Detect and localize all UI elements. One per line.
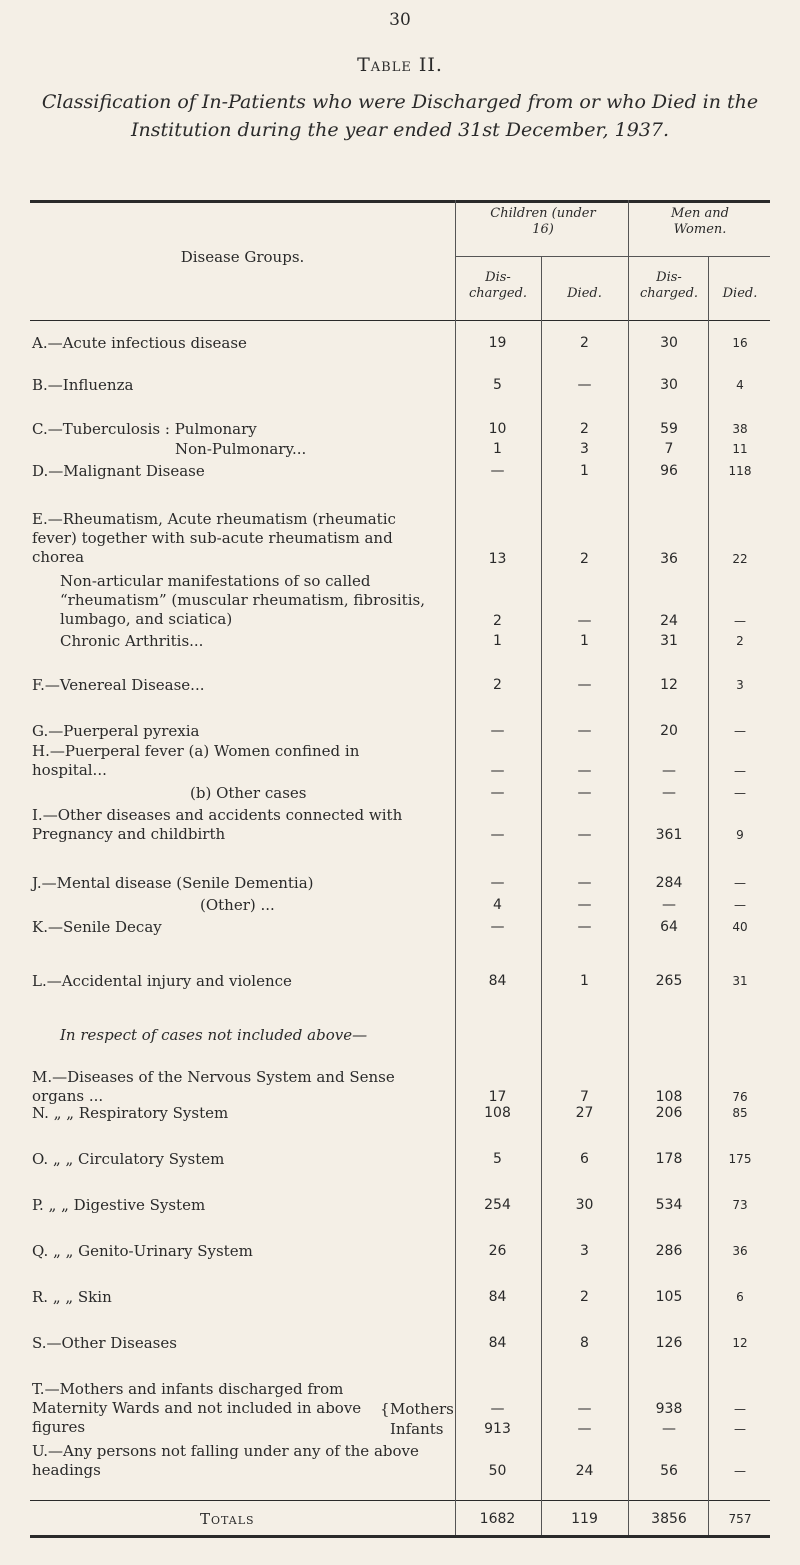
adults-died: 40 — [732, 920, 748, 934]
adults-died: — — [734, 876, 746, 890]
adults-discharged: 12 — [660, 677, 678, 693]
page-number: 30 — [389, 10, 411, 30]
children-discharged: 17 — [488, 1089, 507, 1105]
children-died: — — [577, 377, 592, 393]
children-died: 2 — [580, 335, 589, 351]
adults-died: 2 — [736, 634, 744, 648]
top-rule — [30, 200, 770, 203]
table-caption: Classification of In-Patients who were Discharged from or who Died in the Institution during the year ended 31st December, 1937. — [41, 91, 759, 141]
children-died: 1 — [580, 973, 589, 989]
children-discharged: 13 — [488, 551, 507, 567]
header-children-discharged: Dis- charged. — [468, 270, 528, 301]
row-label: O. „ „ Circulatory System — [32, 1150, 225, 1168]
children-died: 3 — [580, 1243, 589, 1259]
children-died: 3 — [580, 441, 589, 457]
row-label: Non-Pulmonary... — [175, 440, 307, 458]
adults-died: — — [734, 898, 746, 912]
children-discharged: 4 — [493, 897, 502, 913]
subheading-text: In respect of cases not included above— — [60, 1026, 368, 1044]
totals-label: Totals — [200, 1510, 255, 1528]
adults-discharged: 96 — [660, 463, 678, 479]
adults-died: 36 — [732, 1244, 748, 1258]
header-children-died: Died. — [567, 286, 602, 301]
total-children-died: 119 — [571, 1511, 598, 1527]
children-died: 8 — [580, 1335, 589, 1351]
adults-discharged: 284 — [655, 875, 683, 891]
children-died: — — [577, 1401, 592, 1417]
adults-discharged: 126 — [655, 1335, 683, 1351]
adults-discharged: 206 — [655, 1105, 683, 1121]
row-label: H.—Puerperal fever (a) Women confined in hospital... — [32, 742, 360, 779]
children-discharged: 84 — [488, 1335, 507, 1351]
adults-died: 9 — [736, 828, 744, 842]
adults-died: 6 — [736, 1290, 744, 1304]
adults-died: 16 — [732, 336, 748, 350]
row-sublabel: Mothers — [390, 1400, 454, 1418]
row-label: (b) Other cases — [190, 784, 307, 802]
header-adults-died: Died. — [722, 286, 758, 301]
header-divider — [455, 256, 770, 257]
children-discharged: 10 — [488, 421, 507, 437]
children-died: — — [577, 723, 592, 739]
adults-discharged: 24 — [660, 613, 678, 629]
children-discharged: 5 — [493, 377, 502, 393]
children-discharged: 913 — [484, 1421, 511, 1437]
adults-died: 73 — [732, 1198, 748, 1212]
adults-discharged: — — [662, 785, 676, 801]
children-died: 6 — [580, 1151, 589, 1167]
children-discharged: — — [490, 463, 505, 479]
children-died: 2 — [580, 551, 589, 567]
adults-died: 38 — [732, 422, 748, 436]
row-label: U.—Any persons not falling under any of the above headings — [32, 1442, 419, 1479]
adults-died: — — [734, 764, 746, 778]
row-label: Chronic Arthritis... — [60, 632, 204, 650]
row-label: Q. „ „ Genito-Urinary System — [32, 1242, 253, 1260]
adults-discharged: 36 — [660, 551, 678, 567]
children-discharged: 2 — [493, 677, 502, 693]
children-died: 1 — [580, 633, 589, 649]
row-label: A.—Acute infectious disease — [32, 334, 247, 352]
adults-discharged: 938 — [655, 1401, 683, 1417]
row-label: L.—Accidental injury and violence — [32, 972, 292, 990]
adults-discharged: 64 — [660, 919, 678, 935]
adults-died: 175 — [728, 1152, 752, 1166]
children-died: — — [577, 677, 592, 693]
adults-discharged: 59 — [660, 421, 678, 437]
row-label: Non-articular manifestations of so called “rheumatism” (muscular rheumatism, fibrositis, lumbago, and sciatica) — [60, 572, 425, 628]
totals-rule — [30, 1500, 770, 1501]
adults-died: 76 — [732, 1090, 748, 1104]
row-label: K.—Senile Decay — [32, 918, 162, 936]
adults-died: — — [734, 614, 746, 628]
total-children-discharged: 1682 — [479, 1511, 516, 1527]
row-label: B.—Influenza — [32, 376, 134, 394]
children-discharged: — — [490, 827, 505, 843]
adults-died: 22 — [732, 552, 748, 566]
children-died: — — [577, 875, 592, 891]
children-discharged: 1 — [493, 633, 502, 649]
adults-died: — — [734, 1422, 746, 1436]
children-discharged: — — [490, 875, 505, 891]
table-title: Table II. — [357, 54, 443, 76]
children-discharged: 2 — [493, 613, 502, 629]
row-label: D.—Malignant Disease — [32, 462, 205, 480]
adults-discharged: 105 — [655, 1289, 683, 1305]
row-label: N. „ „ Respiratory System — [32, 1104, 229, 1122]
adults-died: — — [734, 786, 746, 800]
children-died: 1 — [580, 463, 589, 479]
children-died: 2 — [580, 1289, 589, 1305]
children-died: — — [577, 763, 592, 779]
adults-died: 85 — [732, 1106, 748, 1120]
children-died: 7 — [580, 1089, 589, 1105]
children-discharged: — — [490, 919, 505, 935]
adults-died: 11 — [732, 442, 748, 456]
adults-discharged: 7 — [664, 441, 674, 457]
col-rule — [708, 256, 709, 1535]
adults-discharged: — — [662, 763, 676, 779]
children-discharged: 50 — [488, 1463, 507, 1479]
children-discharged: 84 — [488, 973, 507, 989]
adults-discharged: 30 — [660, 377, 678, 393]
adults-died: 118 — [728, 464, 752, 478]
row-label: (Other) ... — [200, 896, 275, 914]
adults-discharged: 30 — [660, 335, 678, 351]
children-discharged: 19 — [488, 335, 507, 351]
adults-died: — — [734, 1464, 746, 1478]
adults-discharged: — — [662, 1421, 676, 1437]
children-discharged: 108 — [484, 1105, 511, 1121]
adults-discharged: 361 — [655, 827, 683, 843]
children-discharged: — — [490, 763, 505, 779]
children-died: 27 — [575, 1105, 594, 1121]
adults-died: 12 — [732, 1336, 748, 1350]
adults-died: 4 — [736, 378, 744, 392]
row-label: C.—Tuberculosis : Pulmonary — [32, 420, 257, 438]
adults-discharged: 31 — [660, 633, 678, 649]
children-discharged: 1 — [493, 441, 502, 457]
adults-died: — — [734, 724, 746, 738]
bottom-rule — [30, 1535, 770, 1538]
col-rule — [628, 200, 629, 1535]
row-label: T.—Mothers and infants discharged from Maternity Wards and not included in above figures — [32, 1380, 362, 1436]
row-label: S.—Other Diseases — [32, 1334, 177, 1352]
row-label: R. „ „ Skin — [32, 1288, 112, 1306]
children-discharged: 254 — [484, 1197, 511, 1213]
total-adults-discharged: 3856 — [651, 1511, 687, 1527]
children-discharged: 84 — [488, 1289, 507, 1305]
children-died: — — [577, 785, 592, 801]
children-discharged: — — [490, 723, 505, 739]
row-label: J.—Mental disease (Senile Dementia) — [32, 874, 314, 892]
adults-died: — — [734, 1402, 746, 1416]
header-rule — [30, 320, 770, 321]
classification-table — [30, 200, 770, 1540]
header-children: Children (under 16) — [490, 206, 596, 237]
adults-discharged: — — [662, 897, 676, 913]
row-label: P. „ „ Digestive System — [32, 1196, 206, 1214]
children-died: 24 — [575, 1463, 594, 1479]
brace-glyph: { — [380, 1400, 390, 1418]
children-died: — — [577, 827, 592, 843]
adults-discharged: 108 — [655, 1089, 683, 1105]
adults-discharged: 534 — [655, 1197, 683, 1213]
adults-died: 3 — [736, 678, 744, 692]
children-discharged: 26 — [488, 1243, 507, 1259]
children-died: — — [577, 919, 592, 935]
children-discharged: — — [490, 785, 505, 801]
children-died: 2 — [580, 421, 589, 437]
adults-discharged: 265 — [655, 973, 683, 989]
adults-discharged: 20 — [660, 723, 678, 739]
children-died: 30 — [575, 1197, 594, 1213]
total-adults-died: 757 — [728, 1512, 752, 1526]
row-label: M.—Diseases of the Nervous System and Sense organs ... — [32, 1068, 395, 1105]
adults-discharged: 56 — [660, 1463, 678, 1479]
children-died: — — [577, 613, 592, 629]
header-disease-groups: Disease Groups. — [180, 248, 305, 266]
adults-discharged: 286 — [655, 1243, 683, 1259]
children-died: — — [577, 1421, 592, 1437]
children-discharged: 5 — [493, 1151, 502, 1167]
row-label: F.—Venereal Disease... — [32, 676, 205, 694]
header-adults: Men and Women. — [671, 206, 729, 237]
children-discharged: — — [490, 1401, 505, 1417]
adults-discharged: 178 — [655, 1151, 683, 1167]
adults-died: 31 — [732, 974, 748, 988]
row-sublabel: Infants — [390, 1420, 444, 1438]
row-label: E.—Rheumatism, Acute rheumatism (rheumatic fever) together with sub-acute rheumatism and chorea — [32, 510, 396, 566]
header-adults-discharged: Dis- charged. — [639, 270, 699, 301]
row-label: G.—Puerperal pyrexia — [32, 722, 200, 740]
children-died: — — [577, 897, 592, 913]
row-label: I.—Other diseases and accidents connected with Pregnancy and childbirth — [32, 806, 403, 843]
